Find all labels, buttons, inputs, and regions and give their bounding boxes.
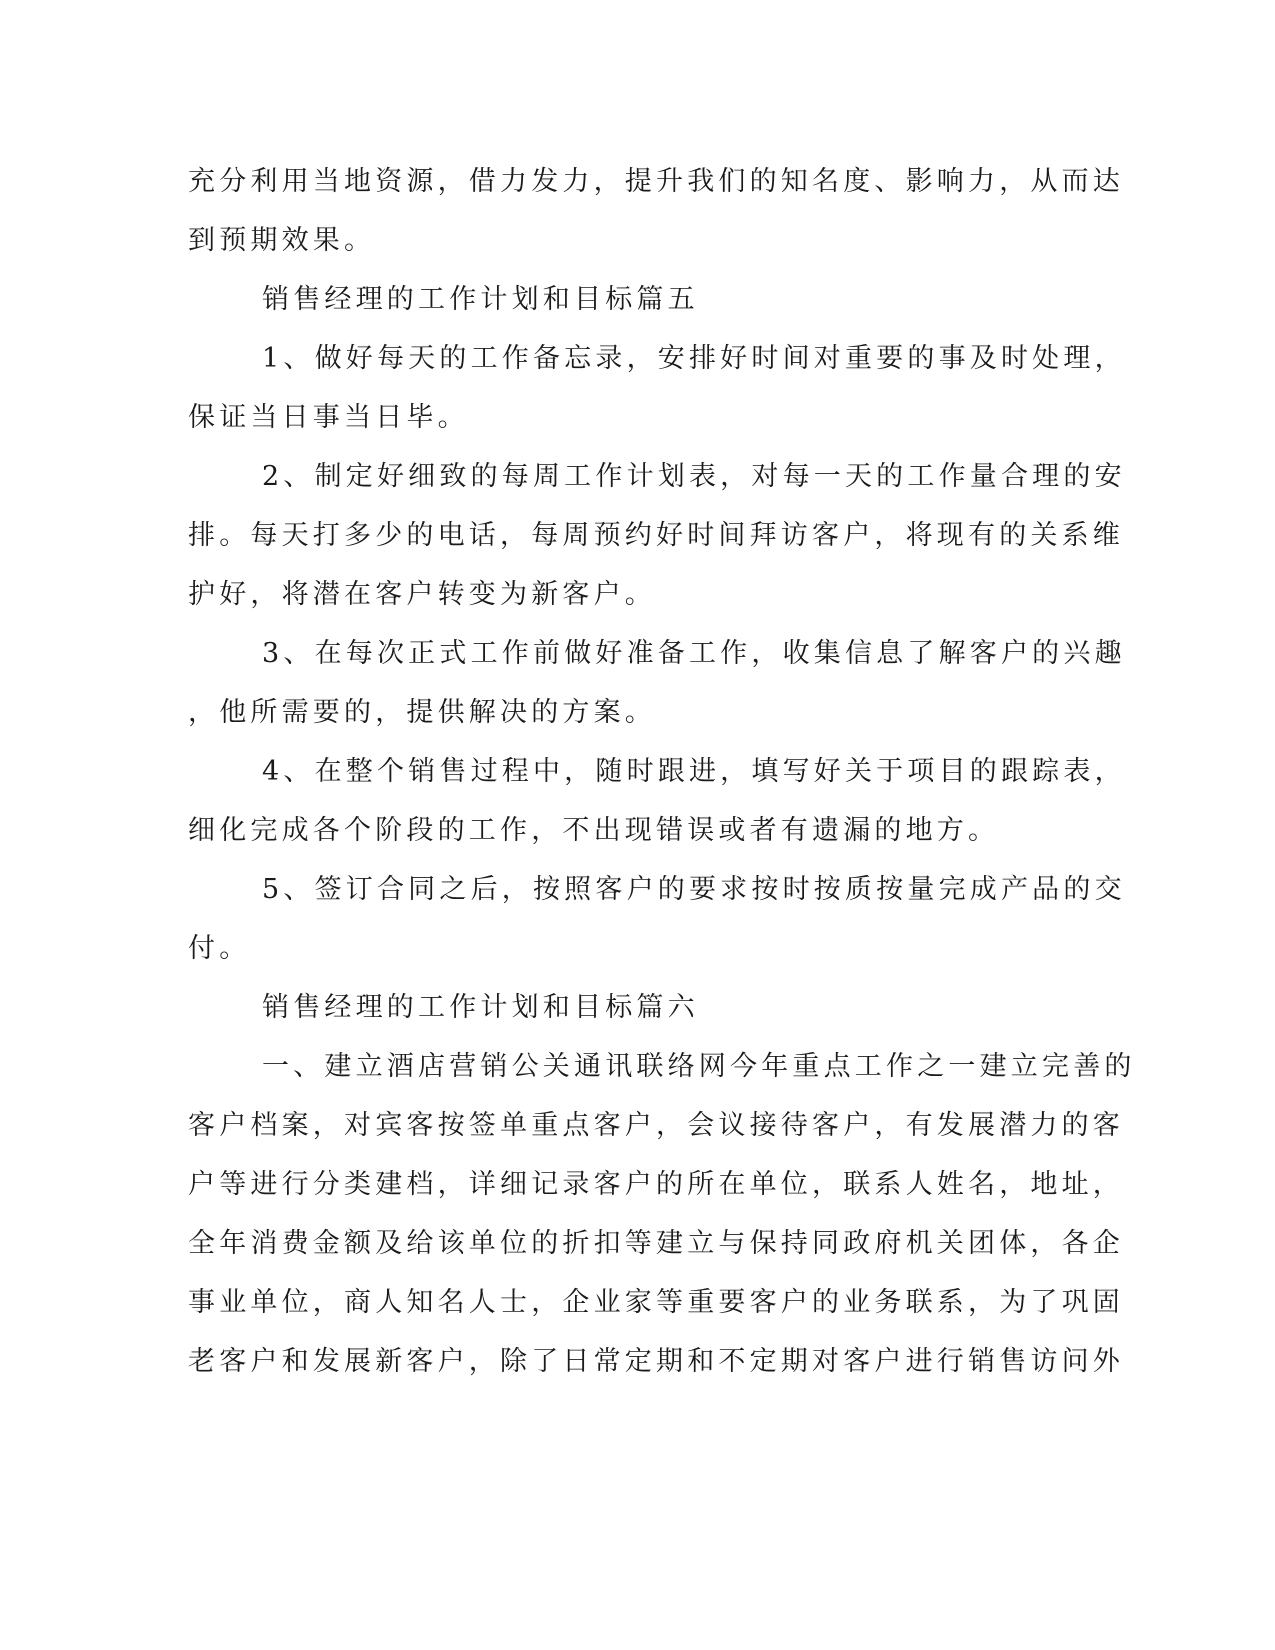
section-heading: 销售经理的工作计划和目标篇五 — [262, 284, 699, 315]
paragraph-line: 4、在整个销售过程中，随时跟进，填写好关于项目的跟踪表， — [262, 756, 1126, 787]
paragraph-line: 到预期效果。 — [188, 225, 376, 256]
paragraph-line: 老客户和发展新客户，除了日常定期和不定期对客户进行销售访问外 — [188, 1346, 1124, 1377]
paragraph-line: 细化完成各个阶段的工作，不出现错误或者有遗漏的地方。 — [188, 815, 1000, 846]
paragraph-line: 保证当日事当日毕。 — [188, 402, 469, 433]
paragraph-line: 2、制定好细致的每周工作计划表，对每一天的工作量合理的安 — [262, 461, 1126, 492]
paragraph-line: 户等进行分类建档，详细记录客户的所在单位，联系人姓名，地址， — [188, 1169, 1124, 1200]
paragraph-line: ，他所需要的，提供解决的方案。 — [188, 697, 656, 728]
paragraph-line: 护好，将潜在客户转变为新客户。 — [188, 579, 656, 610]
paragraph-line: 客户档案，对宾客按签单重点客户，会议接待客户，有发展潜力的客 — [188, 1110, 1124, 1141]
paragraph-line: 充分利用当地资源，借力发力，提升我们的知名度、影响力，从而达 — [188, 166, 1124, 197]
paragraph-line: 全年消费金额及给该单位的折扣等建立与保持同政府机关团体，各企 — [188, 1228, 1124, 1259]
paragraph-line: 3、在每次正式工作前做好准备工作，收集信息了解客户的兴趣 — [262, 638, 1126, 669]
paragraph-line: 1、做好每天的工作备忘录，安排好时间对重要的事及时处理， — [262, 343, 1126, 374]
paragraph-line: 事业单位，商人知名人士，企业家等重要客户的业务联系，为了巩固 — [188, 1287, 1124, 1318]
paragraph-line: 排。每天打多少的电话，每周预约好时间拜访客户，将现有的关系维 — [188, 520, 1124, 551]
section-heading: 销售经理的工作计划和目标篇六 — [262, 992, 699, 1023]
paragraph-line: 5、签订合同之后，按照客户的要求按时按质按量完成产品的交 — [262, 874, 1126, 905]
paragraph-line: 一、建立酒店营销公关通讯联络网今年重点工作之一建立完善的 — [262, 1051, 1136, 1082]
paragraph-line: 付。 — [188, 933, 251, 964]
